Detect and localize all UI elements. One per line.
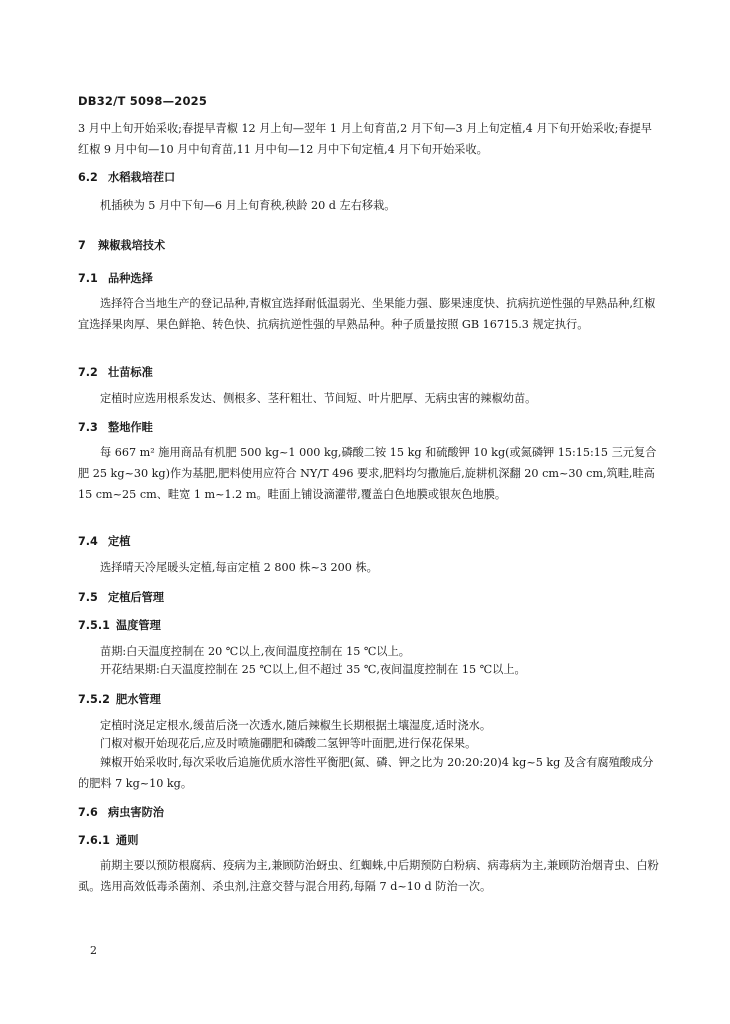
section-title: 定植后管理 — [108, 591, 164, 604]
section-title: 温度管理 — [116, 619, 161, 632]
section-title: 肥水管理 — [116, 693, 161, 706]
paragraph: 定植时浇足定根水,缓苗后浇一次透水,随后辣椒生长期根据土壤湿度,适时浇水。 — [100, 719, 492, 732]
section-heading-7-1 — [78, 270, 153, 286]
section-title: 定植 — [108, 535, 131, 548]
section-number: 7.2 — [78, 366, 98, 379]
section-number: 7.5.1 — [78, 619, 110, 632]
paragraph: 选择符合当地生产的登记品种,青椒宜选择耐低温弱光、坐果能力强、膨果速度快、抗病抗逆性强的早熟品种,红椒宜选择果肉厚、果色鲜艳、转色快、抗病抗逆性强的早熟品种。种子质量按照 GB 16715.3 规定执行。 — [78, 297, 656, 331]
section-number: 6.2 — [78, 171, 98, 184]
section-number: 7.1 — [78, 272, 98, 285]
section-heading-7-5 — [78, 589, 164, 605]
section-heading-6-2 — [78, 169, 175, 185]
document-code-header: DB32/T 5098—2025 — [78, 94, 208, 108]
paragraph: 选择晴天冷尾暖头定植,每亩定植 2 800 株~3 200 株。 — [100, 561, 378, 574]
paragraph: 门椒对椒开始现花后,应及时喷施硼肥和磷酸二氢钾等叶面肥,进行保花保果。 — [100, 737, 477, 750]
section-heading-7-6-1 — [78, 832, 138, 848]
section-number: 7.5.2 — [78, 693, 110, 706]
section-number: 7.6.1 — [78, 834, 110, 847]
section-title: 品种选择 — [108, 272, 153, 285]
section-heading-7-5-1 — [78, 617, 161, 633]
section-title: 整地作畦 — [108, 421, 153, 434]
section-number: 7 — [78, 239, 86, 252]
section-number: 7.5 — [78, 591, 98, 604]
section-title: 水稻栽培茬口 — [108, 171, 176, 184]
paragraph: 前期主要以预防根腐病、疫病为主,兼顾防治蚜虫、红蜘蛛,中后期预防白粉病、病毒病为主,兼顾防治烟青虫、白粉虱。选用高效低毒杀菌剂、杀虫剂,注意交替与混合用药,每隔 7 d~10 d 防治一次。 — [78, 859, 659, 893]
paragraph: 每 667 m² 施用商品有机肥 500 kg~1 000 kg,磷酸二铵 15 kg 和硫酸钾 10 kg(或氮磷钾 15:15:15 三元复合肥 25 kg~30 kg)作为基肥,肥料使用应符合 NY/T 496 要求,肥料均匀撒施后,旋耕机深翻 20 cm~30 cm,筑畦,畦高 15 cm~25 cm、畦宽 1 m~1.2 m。畦面上铺设滴灌带,覆盖白色地膜或银灰色地膜。 — [78, 446, 657, 501]
paragraph: 辣椒开始采收时,每次采收后追施优质水溶性平衡肥(氮、磷、钾之比为 20:20:20)4 kg~5 kg 及含有腐殖酸成分的肥料 7 kg~10 kg。 — [78, 756, 654, 790]
continued-paragraph: 3 月中上旬开始采收;春提早青椒 12 月上旬—翌年 1 月上旬育苗,2 月下旬—3 月上旬定植,4 月下旬开始采收;春提早红椒 9 月中旬—10 月中旬育苗,11 月中旬—12 月中下旬定植,4 月下旬开始采收。 — [78, 122, 652, 156]
section-number: 7.6 — [78, 806, 98, 819]
section-number: 7.3 — [78, 421, 98, 434]
section-heading-7-4 — [78, 533, 130, 549]
paragraph: 开花结果期:白天温度控制在 25 ℃以上,但不超过 35 ℃,夜间温度控制在 15 ℃以上。 — [100, 663, 526, 676]
section-heading-7-2 — [78, 364, 153, 380]
paragraph: 机插秧为 5 月中下旬—6 月上旬育秧,秧龄 20 d 左右移栽。 — [100, 199, 396, 212]
section-title: 壮苗标准 — [108, 366, 153, 379]
section-heading-7 — [78, 237, 165, 253]
section-heading-7-5-2 — [78, 691, 161, 707]
section-title: 病虫害防治 — [108, 806, 164, 819]
section-title: 辣椒栽培技术 — [98, 239, 166, 252]
section-heading-7-6 — [78, 804, 164, 820]
paragraph: 苗期:白天温度控制在 20 ℃以上,夜间温度控制在 15 ℃以上。 — [100, 645, 410, 658]
section-number: 7.4 — [78, 535, 98, 548]
section-title: 通则 — [116, 834, 139, 847]
paragraph: 定植时应选用根系发达、侧根多、茎秆粗壮、节间短、叶片肥厚、无病虫害的辣椒幼苗。 — [100, 392, 537, 405]
section-heading-7-3 — [78, 419, 153, 435]
page-number: 2 — [90, 944, 97, 957]
